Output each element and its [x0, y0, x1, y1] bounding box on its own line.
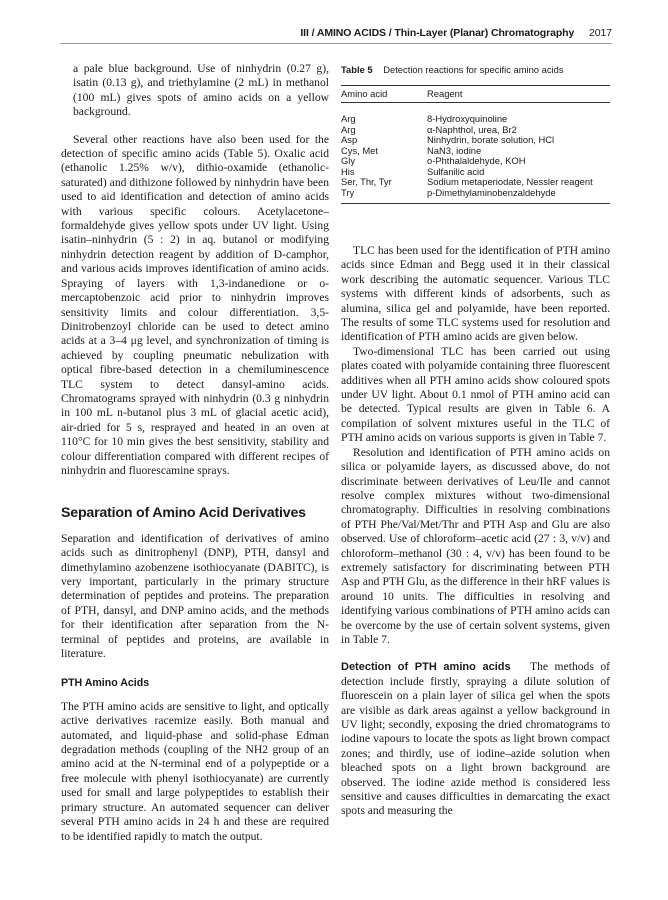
table-header-row	[341, 85, 610, 103]
table-label: Table 5	[341, 64, 373, 75]
cell-reagent: o-Phthalaldehyde, KOH	[427, 155, 526, 166]
table-row	[341, 156, 610, 167]
left-paragraph-3: Separation and identification of derivatives of amino acids such as dinitrophenyl (DNP), PTH, dansyl and dimethylamino azobenzene isothiocyanate (DABITC), is very important, particularly in the primary structure determination of peptides and proteins. The preparation of PTH, dansyl, and DNP amino acids, and the methods for their identification after separation from the N-terminal of peptides and proteins, are available in literature.	[61, 531, 329, 661]
cell-reagent: 8-Hydroxyquinoline	[427, 113, 508, 124]
header-rule	[60, 43, 612, 44]
cell-amino-acid: Ser, Thr, Tyr	[341, 176, 392, 187]
running-header	[300, 27, 612, 39]
left-paragraph-2: Several other reactions have also been used for the detection of specific amino acids (Table 5). Oxalic acid (ethanolic 1.25% w/v), dithio-oxamide (ethanolic-saturated) and dithizone followed by ninhydrin have been used to aid identification and detection of amino acids with various specific colours. Acetylacetone–formaldehyde gives yellow spots under UV light. Using isatin–ninhydrin (5 : 2) in aq. butanol or modifying ninhydrin detection reagent by addition of D-camphor, and various acids improves identification of amino acids. Spraying of layers with 1,3-indanedione or o-mercaptobenzoic acid prior to ninhydrin improves sensitivity limits and colour differentiation. 3,5-Dinitrobenzoyl chloride can be used to detect amino acids at a 3–4 μg level, and synchronization of timing is achieved by coupling pneumatic nebulization with optical fibre-based detection in a chemiluminescence TLC system to detect dansyl-amino acids. Chromatograms sprayed with ninhydrin (0.3 g ninhydrin in 100 mL n-butanol plus 3 mL of glacial acetic acid), air-dried for 5 s, resprayed and heated in an oven at 110°C for 10 min gives the best sensitivity, stability and colour differentiation compared with different recipes of ninhydrin and fluorescamine sprays.	[61, 132, 329, 477]
table-header-amino-acid: Amino acid	[341, 85, 427, 103]
page-number: 2017	[589, 27, 612, 39]
cell-amino-acid: Arg	[341, 113, 356, 124]
table-5	[341, 65, 610, 204]
cell-amino-acid: Asp	[341, 134, 358, 145]
left-column	[61, 62, 329, 844]
cell-reagent: p-Dimethylaminobenzaldehyde	[427, 188, 610, 204]
table-caption	[341, 65, 610, 76]
running-title: III / AMINO ACIDS / Thin-Layer (Planar) Chromatography	[300, 27, 575, 39]
right-column	[341, 62, 610, 819]
cell-reagent: NaN3, iodine	[427, 144, 482, 156]
table-caption-text: Detection reactions for specific amino acids	[383, 64, 564, 75]
runin-title: Detection of PTH amino acids	[341, 661, 511, 674]
table-row	[341, 103, 610, 125]
table-row	[341, 188, 610, 204]
cell-amino-acid: Arg	[341, 123, 356, 135]
cell-amino-acid: Cys, Met	[341, 144, 378, 156]
cell-reagent: Sulfanilic acid	[427, 165, 485, 177]
left-paragraph-4: The PTH amino acids are sensitive to light, and optically active derivatives racemize easily. Both manual and automated, and liquid-phase and solid-phase Edman degradation methods (coupling of the NH2 group of an amino acid at the N-terminal end of a polypeptide or a free molecule with phenyl isothiocyanate) are currently used for small and large polypeptides to establish their primary structure. An automated sequencer can deliver several PTH amino acids in 24 h and these are required to be identified rapidly to match the output.	[61, 699, 329, 843]
right-paragraph-1: TLC has been used for the identification of PTH amino acids since Edman and Begg used it in their classical work describing the automatic sequencer. Various TLC systems with different kinds of adsorbents, such as alumina, silica gel and polyamide, have been reported. The results of some TLC systems used for resolution and identification of PTH amino acids are given below.	[341, 244, 610, 344]
table-header-reagent: Reagent	[427, 85, 610, 103]
left-paragraph-1: a pale blue background. Use of ninhydrin (0.27 g), isatin (0.13 g), and triethylamine (2 mL) in methanol (100 mL) gives spots of amino acids on a yellow background.	[73, 62, 329, 119]
right-paragraph-4	[341, 660, 610, 818]
cell-amino-acid: Gly	[341, 155, 356, 166]
section-title: Separation of Amino Acid Derivatives	[61, 505, 306, 522]
right-paragraph-3: Resolution and identification of PTH amino acids on silica or polyamide layers, as discussed above, do not discriminate between derivatives of Leu/Ile and cannot resolve complex mixtures without two-dimensional chromatography. Difficulties in resolving combinations of PTH Phe/Val/Met/Thr and PTH Asp and Glu are also observed. Use of chloroform–acetic acid (27 : 3, v/v) and chloroform–methanol (30 : 4, v/v) has been found to be extremely satisfactory for discriminating between PTH Asp and PTH Glu, as the difference in their hRF values is around 10 units. The difficulties in resolving and identifying various combinations of PTH amino acids can be overcome by the use of certain solvent systems, given in Table 7.	[341, 445, 610, 646]
cell-amino-acid: His	[341, 165, 355, 177]
right-paragraph-4-text: The methods of detection include firstly, spraying a dilute solution of fluorescein on a plain layer of silica gel when the spots are visible as dark areas against a yellow background in UV light; secondly, exposing the dried chromatograms to iodine vapours to locate the spots as light brown compact zones; and thirdly, use of iodine–azide solution when bleached spots on a light brown background are observed. The iodine azide method is considered less sensitive and causes difficulties in demarcating the exact spots and measuring the	[341, 660, 610, 818]
table-row	[341, 135, 610, 146]
table-row	[341, 177, 610, 188]
cell-reagent: Ninhydrin, borate solution, HCl	[427, 134, 555, 145]
table-grid	[341, 85, 610, 205]
right-paragraph-2: Two-dimensional TLC has been carried out using plates coated with polyamide containing three fluorescent additives when all PTH amino acids show coloured spots under UV light. About 0.1 nmol of PTH amino acid can be detected. Typical results are given in Table 6. A compilation of solvent mixtures useful in the TLC of PTH amino acids on various supports is given in Table 7.	[341, 344, 610, 445]
cell-amino-acid: Try	[341, 188, 427, 204]
cell-reagent: α-Naphthol, urea, Br2	[427, 123, 517, 135]
cell-reagent: Sodium metaperiodate, Nessler reagent	[427, 176, 593, 187]
subsection-title: PTH Amino Acids	[61, 677, 150, 690]
